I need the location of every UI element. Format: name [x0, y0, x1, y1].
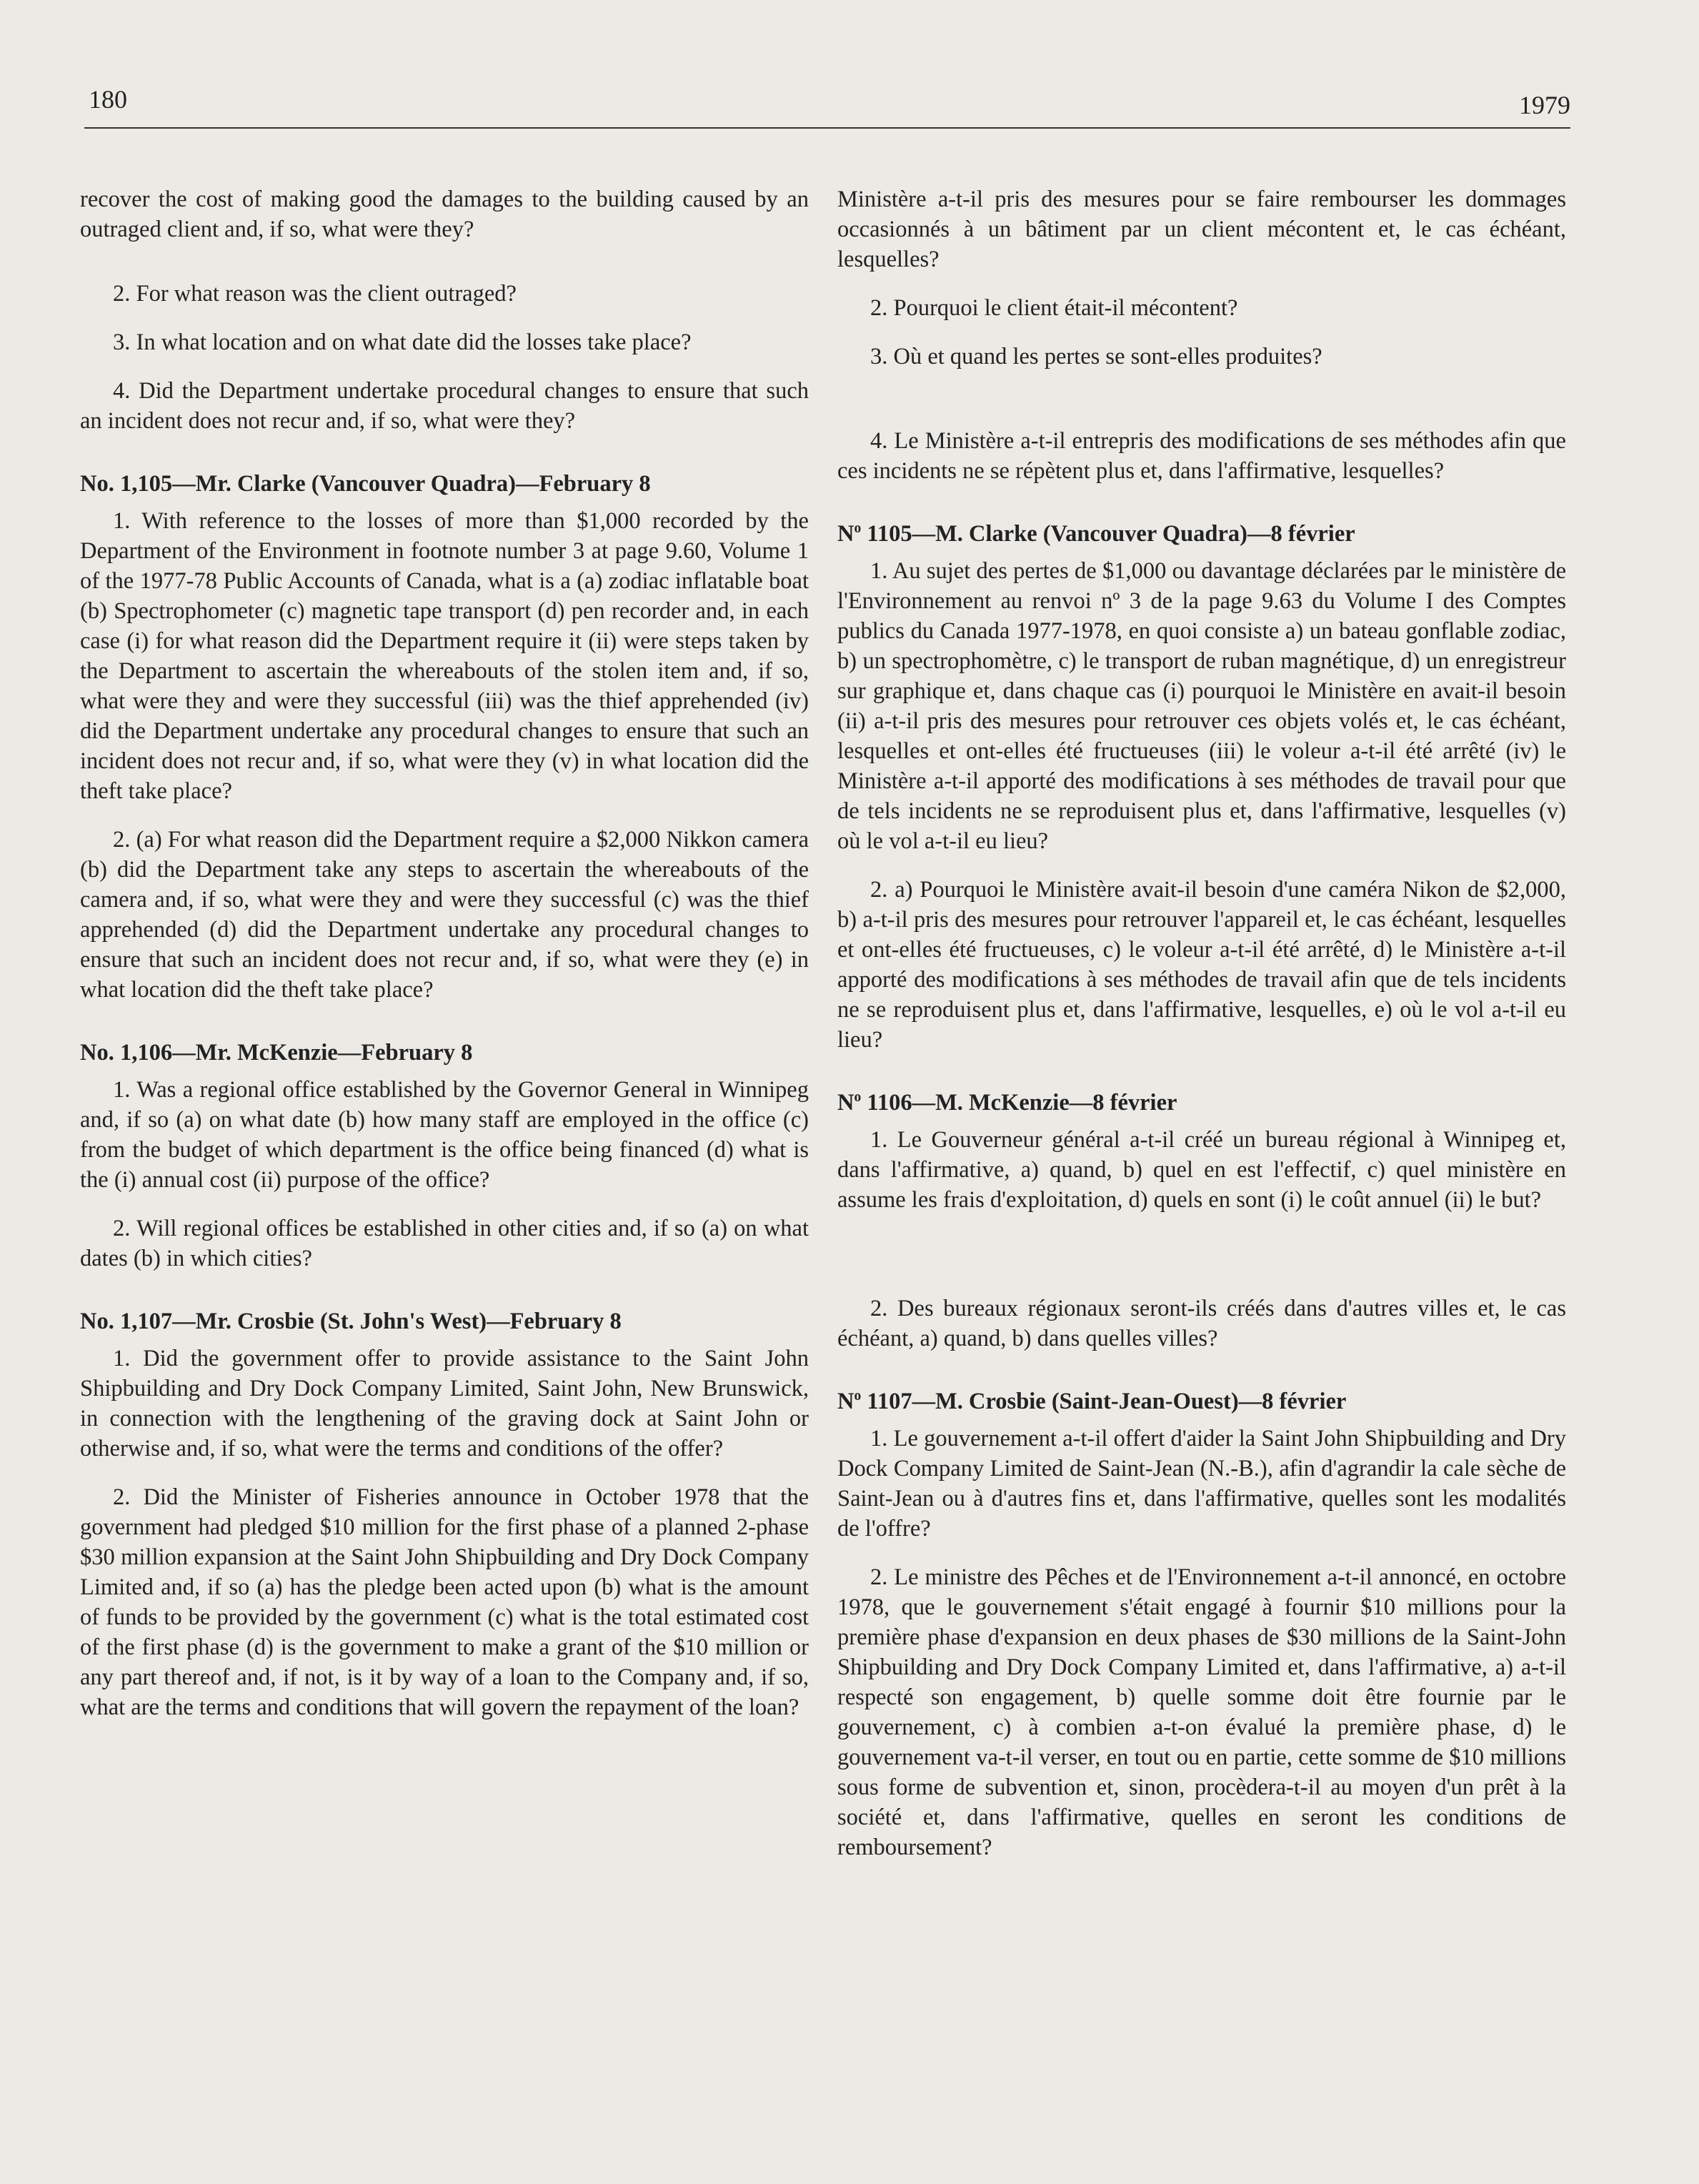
en-1107-p1: 1. Did the government offer to provide assistance to the Saint John Shipbuilding and Dry Dock Company Limited, Saint John, New Brunswick, in connection with the lengthening of the graving dock at Saint John or otherwise and, if so, what were the terms and conditions of the offer? — [80, 1346, 809, 1461]
en-heading-1107: No. 1,107—Mr. Crosbie (St. John's West)—February 8 — [80, 1309, 622, 1334]
en-intro-q3: 3. In what location and on what date did the losses take place? — [113, 329, 692, 355]
fr-heading-1106 — [837, 1088, 1566, 1118]
en-1107-p2: 2. Did the Minister of Fisheries announce in October 1978 that the government had pledged $10 million for the first phase of a planned 2-phase $30 million expansion at the Saint John Shipbuilding and Dry Dock Company Limited and, if so (a) has the pledge been acted upon (b) what is the amount of funds to be provided by the government (c) what is the total estimated cost of the first phase (d) is the government to make a grant of the $10 million or any part thereof and, if not, is it by way of a loan to the Company and, if so, what are the terms and conditions that will govern the repayment of the loan? — [80, 1484, 809, 1720]
french-column — [837, 184, 1566, 1881]
fr-heading-1107-text: 1107—M. Crosbie (Saint-Jean-Ouest)—8 février — [861, 1389, 1347, 1414]
fr-heading-1106-sup: o — [854, 1090, 862, 1106]
fr-heading-1106-text: 1106—M. McKenzie—8 février — [861, 1090, 1177, 1116]
fr-heading-1105-sup: o — [854, 521, 862, 537]
en-1106-p1: 1. Was a regional office established by the Governor General in Winnipeg and, if so (a) on what date (b) how many staff are employed in the office (c) from the budget of which department is the office being financed (d) what is the (i) annual cost (ii) purpose of the office? — [80, 1077, 809, 1193]
fr-1107-p1: 1. Le gouvernement a-t-il offert d'aider la Saint John Shipbuilding and Dry Dock Company Limited de Saint-Jean (N.-B.), afin d'agrandir la cale sèche de Saint-Jean ou à d'autres fins et, dans l'affirmative, quelles sont les modalités de l'offre? — [837, 1426, 1566, 1542]
fr-1105-p2: 2. a) Pourquoi le Ministère avait-il besoin d'une caméra Nikon de $2,000, b) a-t-il pris des mesures pour retrouver l'appareil et, le cas échéant, lesquelles et ont-elles été fructueuses, c) le voleur a-t-il été arrêté, d) le Ministère a-t-il apporté des modifications à ses méthodes de travail afin que de tels incidents ne se reproduisent plus et, dans l'affirmative, lesquelles, e) où le vol a-t-il eu lieu? — [837, 877, 1566, 1053]
en-heading-1106: No. 1,106—Mr. McKenzie—February 8 — [80, 1040, 473, 1066]
fr-heading-1107-n: N — [837, 1389, 855, 1414]
fr-heading-1105-text: 1105—M. Clarke (Vancouver Quadra)—8 février — [861, 521, 1355, 547]
header-rule — [84, 127, 1570, 129]
page-number: 180 — [89, 85, 127, 114]
fr-1105-p1: 1. Au sujet des pertes de $1,000 ou davantage déclarées par le ministère de l'Environnement au renvoi nº 3 de la page 9.63 du Volume I des Comptes publics du Canada 1977-1978, en quoi consiste a) un bateau gonflable zodiac, b) un spectrophomètre, c) le transport de ruban magnétique, d) un enregistreur sur graphique et, dans chaque cas (i) pourquoi le Ministère en avait-il besoin (ii) a-t-il pris des mesures pour retrouver ces objets volés et, le cas échéant, lesquelles et ont-elles été fructueuses (iii) le voleur a-t-il été arrêté (iv) le Ministère a-t-il apporté des modifications à ses méthodes de travail pour que de tels incidents ne se reproduisent plus et, dans l'affirmative, lesquelles (v) où le vol a-t-il eu lieu? — [837, 558, 1566, 854]
en-1106-p2: 2. Will regional offices be established in other cities and, if so (a) on what dates (b) in which cities? — [80, 1216, 809, 1271]
fr-heading-1106-n: N — [837, 1090, 855, 1116]
fr-1106-p2: 2. Des bureaux régionaux seront-ils créés dans d'autres villes et, le cas échéant, a) quand, b) dans quelles villes? — [837, 1296, 1566, 1351]
fr-intro-q2: 2. Pourquoi le client était-il mécontent? — [870, 295, 1238, 321]
fr-heading-1107-sup: o — [854, 1389, 862, 1404]
fr-heading-1107 — [837, 1386, 1566, 1416]
fr-heading-1105 — [837, 519, 1566, 549]
fr-intro-continued: Ministère a-t-il pris des mesures pour se faire rembourser les dommages occasionnés à un bâtiment par un client mécontent et, le cas échéant, lesquelles? — [837, 187, 1566, 272]
fr-intro-q3: 3. Où et quand les pertes se sont-elles produites? — [870, 344, 1322, 369]
fr-heading-1105-n: N — [837, 521, 855, 547]
page-year: 1979 — [1519, 91, 1570, 119]
en-heading-1105: No. 1,105—Mr. Clarke (Vancouver Quadra)—February 8 — [80, 471, 651, 497]
fr-1107-p2: 2. Le ministre des Pêches et de l'Environnement a-t-il annoncé, en octobre 1978, que le gouvernement s'était engagé à fournir $10 millions pour la première phase d'expansion en deux phases de $30 millions de la Saint-John Shipbuilding and Dry Dock Company Limited et, dans l'affirmative, a) a-t-il respecté son engagement, b) quelle somme doit être fournie par le gouvernement, c) à combien a-t-on évalué la première phase, d) le gouvernement va-t-il verser, en tout ou en partie, cette somme de $10 millions sous forme de subvention et, sinon, procèdera-t-il au moyen d'un prêt à la société et, dans l'affirmative, quelles en seront les conditions de remboursement? — [837, 1564, 1566, 1860]
fr-intro-q4: 4. Le Ministère a-t-il entrepris des modifications de ses méthodes afin que ces incidents ne se répètent plus et, dans l'affirmative, lesquelles? — [837, 428, 1566, 484]
fr-1106-p1: 1. Le Gouverneur général a-t-il créé un bureau régional à Winnipeg et, dans l'affirmative, a) quand, b) quel en est l'effectif, c) quel ministère en assume les frais d'exploitation, d) quels en sont (i) le coût annuel (ii) le but? — [837, 1127, 1566, 1213]
en-intro-continued: recover the cost of making good the damages to the building caused by an outraged client and, if so, what were they? — [80, 187, 809, 242]
en-intro-q2: 2. For what reason was the client outraged? — [113, 281, 517, 307]
en-intro-q4: 4. Did the Department undertake procedural changes to ensure that such an incident does not recur and, if so, what were they? — [80, 378, 809, 434]
english-column — [80, 184, 809, 1741]
en-1105-p1: 1. With reference to the losses of more than $1,000 recorded by the Department of the Environment in footnote number 3 at page 9.60, Volume 1 of the 1977-78 Public Accounts of Canada, what is a (a) zodiac inflatable boat (b) Spectrophometer (c) magnetic tape transport (d) pen recorder and, in each case (i) for what reason did the Department require it (ii) were steps taken by the Department to ascertain the whereabouts of the stolen item and, if so, what were they and were they successful (iii) was the thief apprehended (iv) did the Department undertake any procedural changes to ensure that such an incident does not recur and, if so, what were they (v) in what location did the theft take place? — [80, 508, 809, 804]
en-1105-p2: 2. (a) For what reason did the Department require a $2,000 Nikkon camera (b) did the Department take any steps to ascertain the whereabouts of the camera and, if so, what were they and were they successful (c) was the thief apprehended (d) did the Department undertake any procedural changes to ensure that such an incident does not recur and, if so, what were they (e) in what location did the theft take place? — [80, 827, 809, 1003]
